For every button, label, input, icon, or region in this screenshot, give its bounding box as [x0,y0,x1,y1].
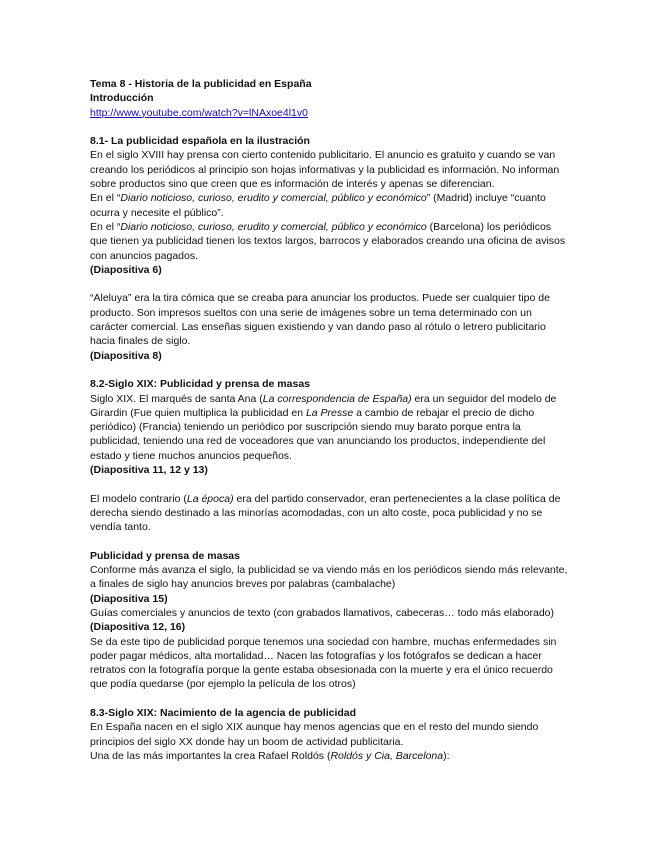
section-8-1-paragraph-1: En el siglo XVIII hay prensa con cierto contenido publicitario. El anuncio es gratuito y cuando se van creando los periódicos al principio son hojas informativas y la publicidad es información. No informan sobre productos sino que creen que es información de interés y apenas se diferencian. [90,149,560,191]
subsection-paragraph-2: Guías comerciales y anuncios de texto (con grabados llamativos, cabeceras… todo más elaborado) [90,606,554,619]
section-8-1-paragraph-4: “Aleluya” era la tira cómica que se creaba para anunciar los productos. Puede ser cualquier tipo de producto. Son impresos sueltos con una serie de imágenes sobre un tema determinado con un carácter comercial. Las enseñas siguen existiendo y van dando paso al rótulo o letrero publicitario hacia finales de siglo. [90,292,550,348]
section-8-1-heading: 8.1- La publicidad española en la ilustración [90,135,310,148]
slide-reference: (Diapositiva 11, 12 y 13) [90,464,208,477]
section-8-3-heading: 8.3-Siglo XIX: Nacimiento de la agencia de publicidad [90,707,357,720]
intro-label: Introducción [90,92,154,105]
slide-reference: (Diapositiva 12, 16) [90,621,186,634]
document-title: Tema 8 - Historia de la publicidad en España [90,78,312,90]
section-8-1-paragraph-3: En el “Diario noticioso, curioso, erudito y comercial, público y económico (Barcelona) los periódicos que tienen ya publicidad tienen los textos largos, barrocos y elaborados creando una oficina de avisos con anuncios pagados. [90,220,566,262]
section-8-2-heading: 8.2-Siglo XIX: Publicidad y prensa de masas [90,378,310,391]
section-8-2-paragraph-1: Siglo XIX. El marqués de santa Ana (La correspondencia de España) era un seguidor del modelo de Girardin (Fue quien multiplica la publicidad en La Presse a cambio de rebajar el precio de dicho periódico) (Francia) teniendo un periódico por suscripción siendo muy barato porque entra la publicidad, teniendo una red de voceadores que van anunciando los productos, independiente del estado y tiene muchos anuncios pequeños. [90,392,557,462]
slide-reference: (Diapositiva 15) [90,592,168,605]
section-8-3-paragraph-1: En España nacen en el siglo XIX aunque hay menos agencias que en el resto del mundo siendo principios del siglo XX donde hay un boom de actividad publicitaria. [90,721,539,748]
intro-video-link[interactable]: http://www.youtube.com/watch?v=lNAxoe4l1v0 [90,106,308,119]
subsection-paragraph-1: Conforme más avanza el siglo, la publicidad se va viendo más en los periódicos siendo más relevante, a finales de siglo hay anuncios breves por palabras (cambalache) [90,564,568,591]
subsection-paragraph-3: Se da este tipo de publicidad porque tenemos una sociedad con hambre, muchas enfermedades sin poder pagar médicos, alta mortalidad… Nacen las fotografías y los fotógrafos se dedican a hacer retratos con la fotografía porque la gente estaba obsesionada con la muerte y era el único recuerdo que podía quedarse (por ejemplo la película de los otros) [90,635,557,691]
document-body [90,77,570,763]
subsection-heading: Publicidad y prensa de masas [90,549,240,562]
section-8-3-paragraph-2: Una de las más importantes la crea Rafael Roldós (Roldós y Cia, Barcelona): [90,749,450,762]
slide-reference: (Diapositiva 8) [90,349,162,362]
section-8-1-paragraph-2: En el “Diario noticioso, curioso, erudito y comercial, público y económico” (Madrid) incluye “cuanto ocurra y necesite el público”. [90,192,546,219]
slide-reference: (Diapositiva 6) [90,263,162,276]
section-8-2-paragraph-2: El modelo contrario (La época) era del partido conservador, eran pertenecientes a la clase política de derecha siendo destinado a las minorías acomodadas, con un alto coste, poca publicidad y no se vendía tanto. [90,492,561,534]
